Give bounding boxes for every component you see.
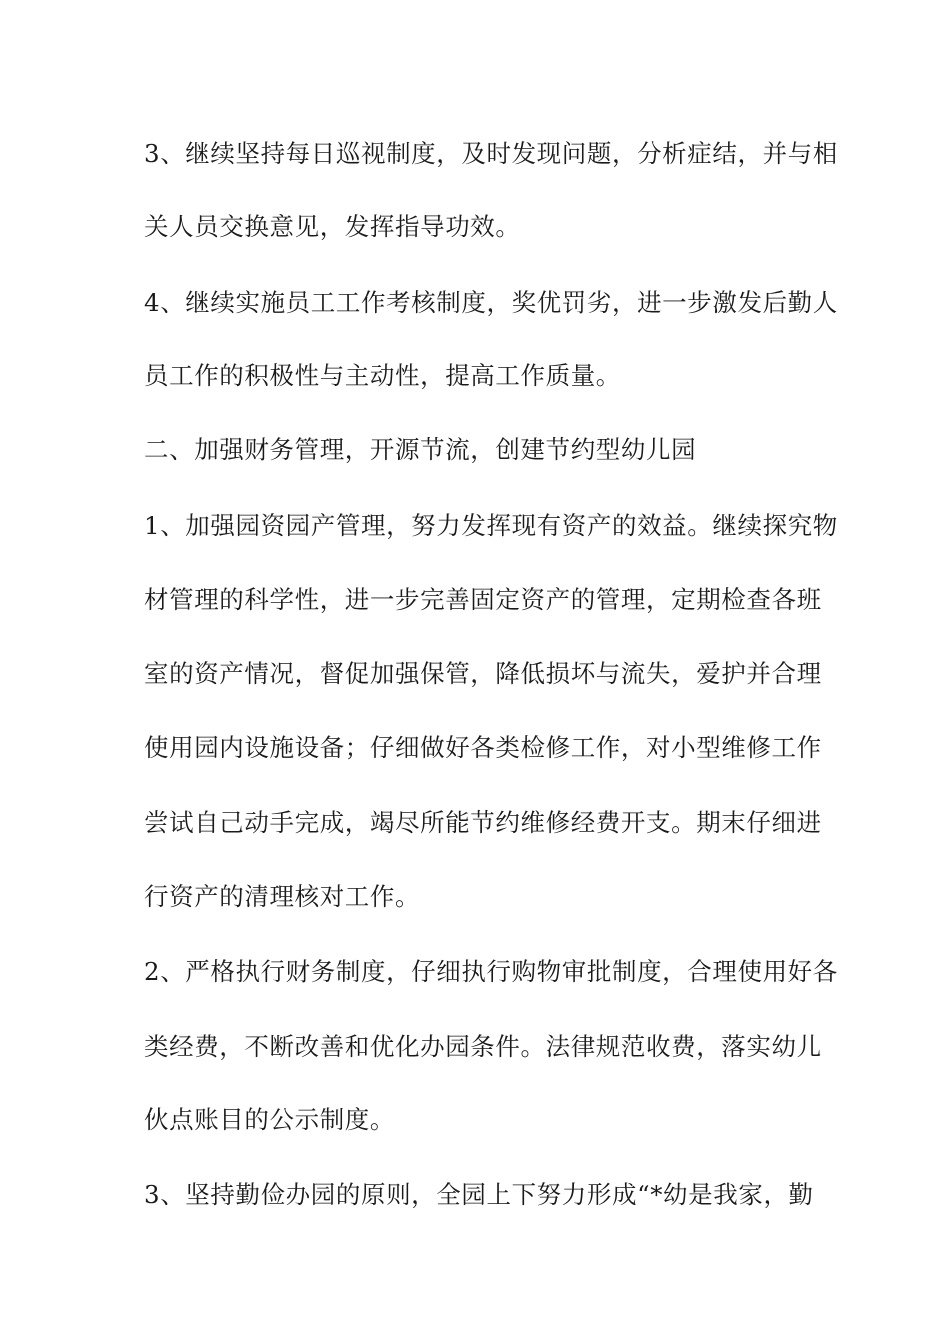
text-line: 尝试自己动手完成，竭尽所能节约维修经费开支。期末仔细进 [144, 808, 822, 837]
text-line: 3、坚持勤俭办园的原则，全园上下努力形成“*幼是我家，勤 [144, 1180, 814, 1209]
text-line: 2、严格执行财务制度，仔细执行购物审批制度，合理使用好各 [144, 957, 838, 986]
text-line: 1、加强园资园产管理，努力发挥现有资产的效益。继续探究物 [144, 511, 838, 540]
text-line: 关人员交换意见，发挥指导功效。 [144, 212, 521, 241]
text-line: 材管理的科学性，进一步完善固定资产的管理，定期检查各班 [144, 585, 822, 614]
section-heading: 二、加强财务管理，开源节流，创建节约型幼儿园 [144, 435, 697, 464]
text-line: 类经费，不断改善和优化办园条件。法律规范收费，落实幼儿 [144, 1032, 822, 1061]
text-line: 伙点账目的公示制度。 [144, 1105, 395, 1134]
text-line: 员工作的积极性与主动性，提高工作质量。 [144, 361, 621, 390]
text-line: 4、继续实施员工工作考核制度，奖优罚劣，进一步激发后勤人 [144, 288, 838, 317]
text-line: 室的资产情况，督促加强保管，降低损坏与流失，爱护并合理 [144, 659, 822, 688]
text-line: 行资产的清理核对工作。 [144, 882, 421, 911]
text-line: 使用园内设施设备；仔细做好各类检修工作，对小型维修工作 [144, 733, 822, 762]
text-line: 3、继续坚持每日巡视制度，及时发现问题，分析症结，并与相 [144, 139, 838, 168]
